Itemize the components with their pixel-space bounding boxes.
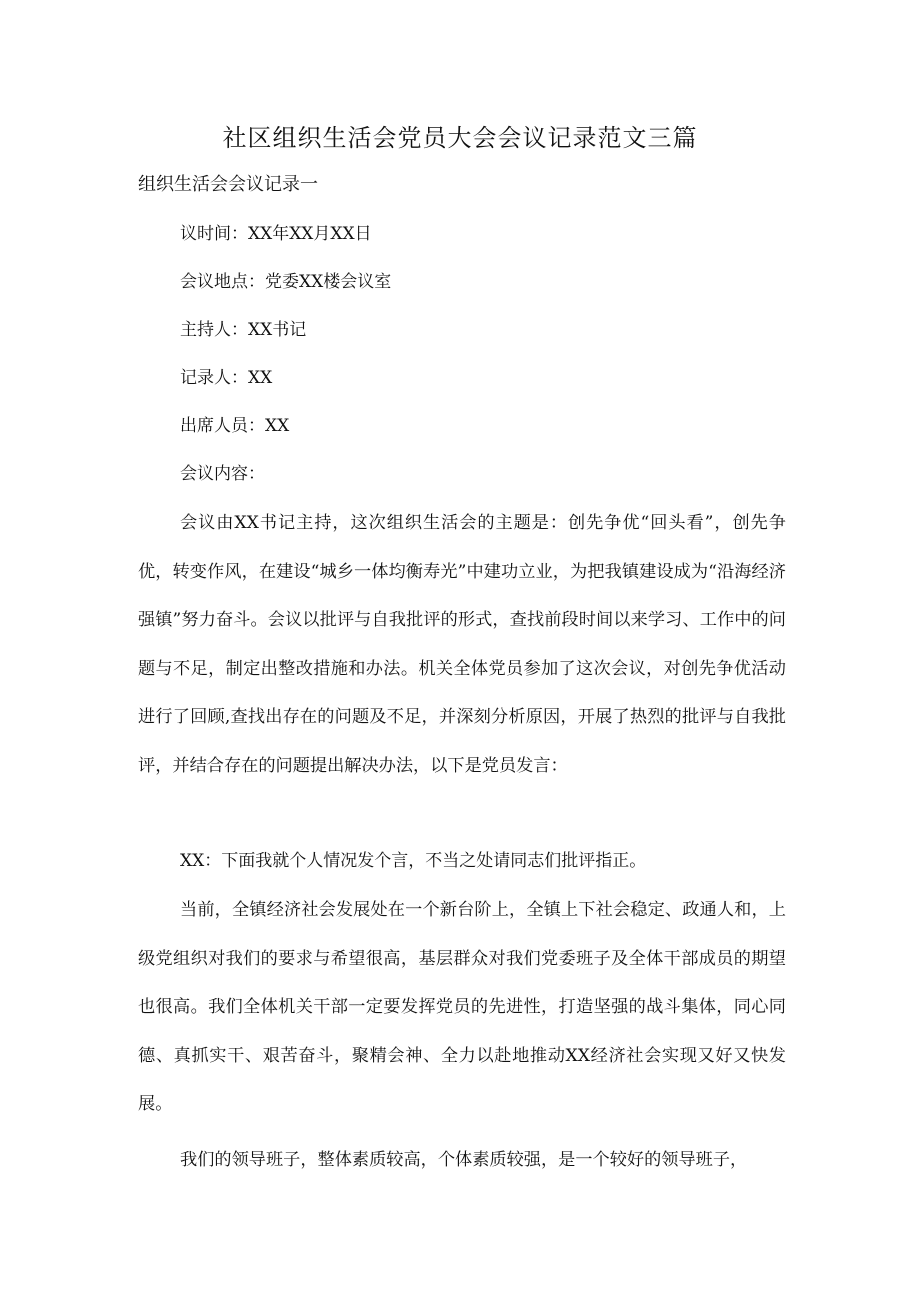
- meeting-location: 会议地点：党委XX楼会议室: [180, 272, 392, 292]
- section-heading: 组织生活会会议记录一: [138, 174, 318, 195]
- meeting-recorder: 记录人：XX: [180, 368, 273, 388]
- meeting-attendees: 出席人员：XX: [180, 416, 290, 436]
- paragraph: 会议由XX书记主持，这次组织生活会的主题是：创先争优“回头看”，创先争优，转变作风，在建设“城乡一体均衡寿光”中建功立业，为把我镇建设成为“沿海经济强镇”努力奋斗。会议以批评与自我批评的形式，查找前段时间以来学习、工作中的问题与不足，制定出整改措施和办法。机关全体党员参加了这次会议，对创先争优活动进行了回顾,查找出存在的问题及不足，并深刻分析原因，开展了热烈的批评与自我批评，并结合存在的问题提出解决办法，以下是党员发言：: [138, 513, 786, 776]
- paragraph: 当前，全镇经济社会发展处在一个新台阶上，全镇上下社会稳定、政通人和，上级党组织对我们的要求与希望很高，基层群众对我们党委班子及全体干部成员的期望也很高。我们全体机关干部一定要发挥党员的先进性，打造坚强的战斗集体，同心同德、真抓实干、艰苦奋斗，聚精会神、全力以赴地推动XX经济社会实现又好又快发展。: [138, 900, 786, 1114]
- meeting-host: 主持人：XX书记: [180, 320, 307, 340]
- paragraph: 我们的领导班子，整体素质较高，个体素质较强，是一个较好的领导班子，: [180, 1150, 748, 1170]
- meeting-time: 议时间：XX年XX月XX日: [180, 224, 372, 244]
- document-title: 社区组织生活会党员大会会议记录范文三篇: [222, 124, 698, 152]
- speech-intro: XX：下面我就个人情况发个言，不当之处请同志们批评指正。: [180, 851, 647, 871]
- meeting-content-label: 会议内容：: [180, 464, 265, 484]
